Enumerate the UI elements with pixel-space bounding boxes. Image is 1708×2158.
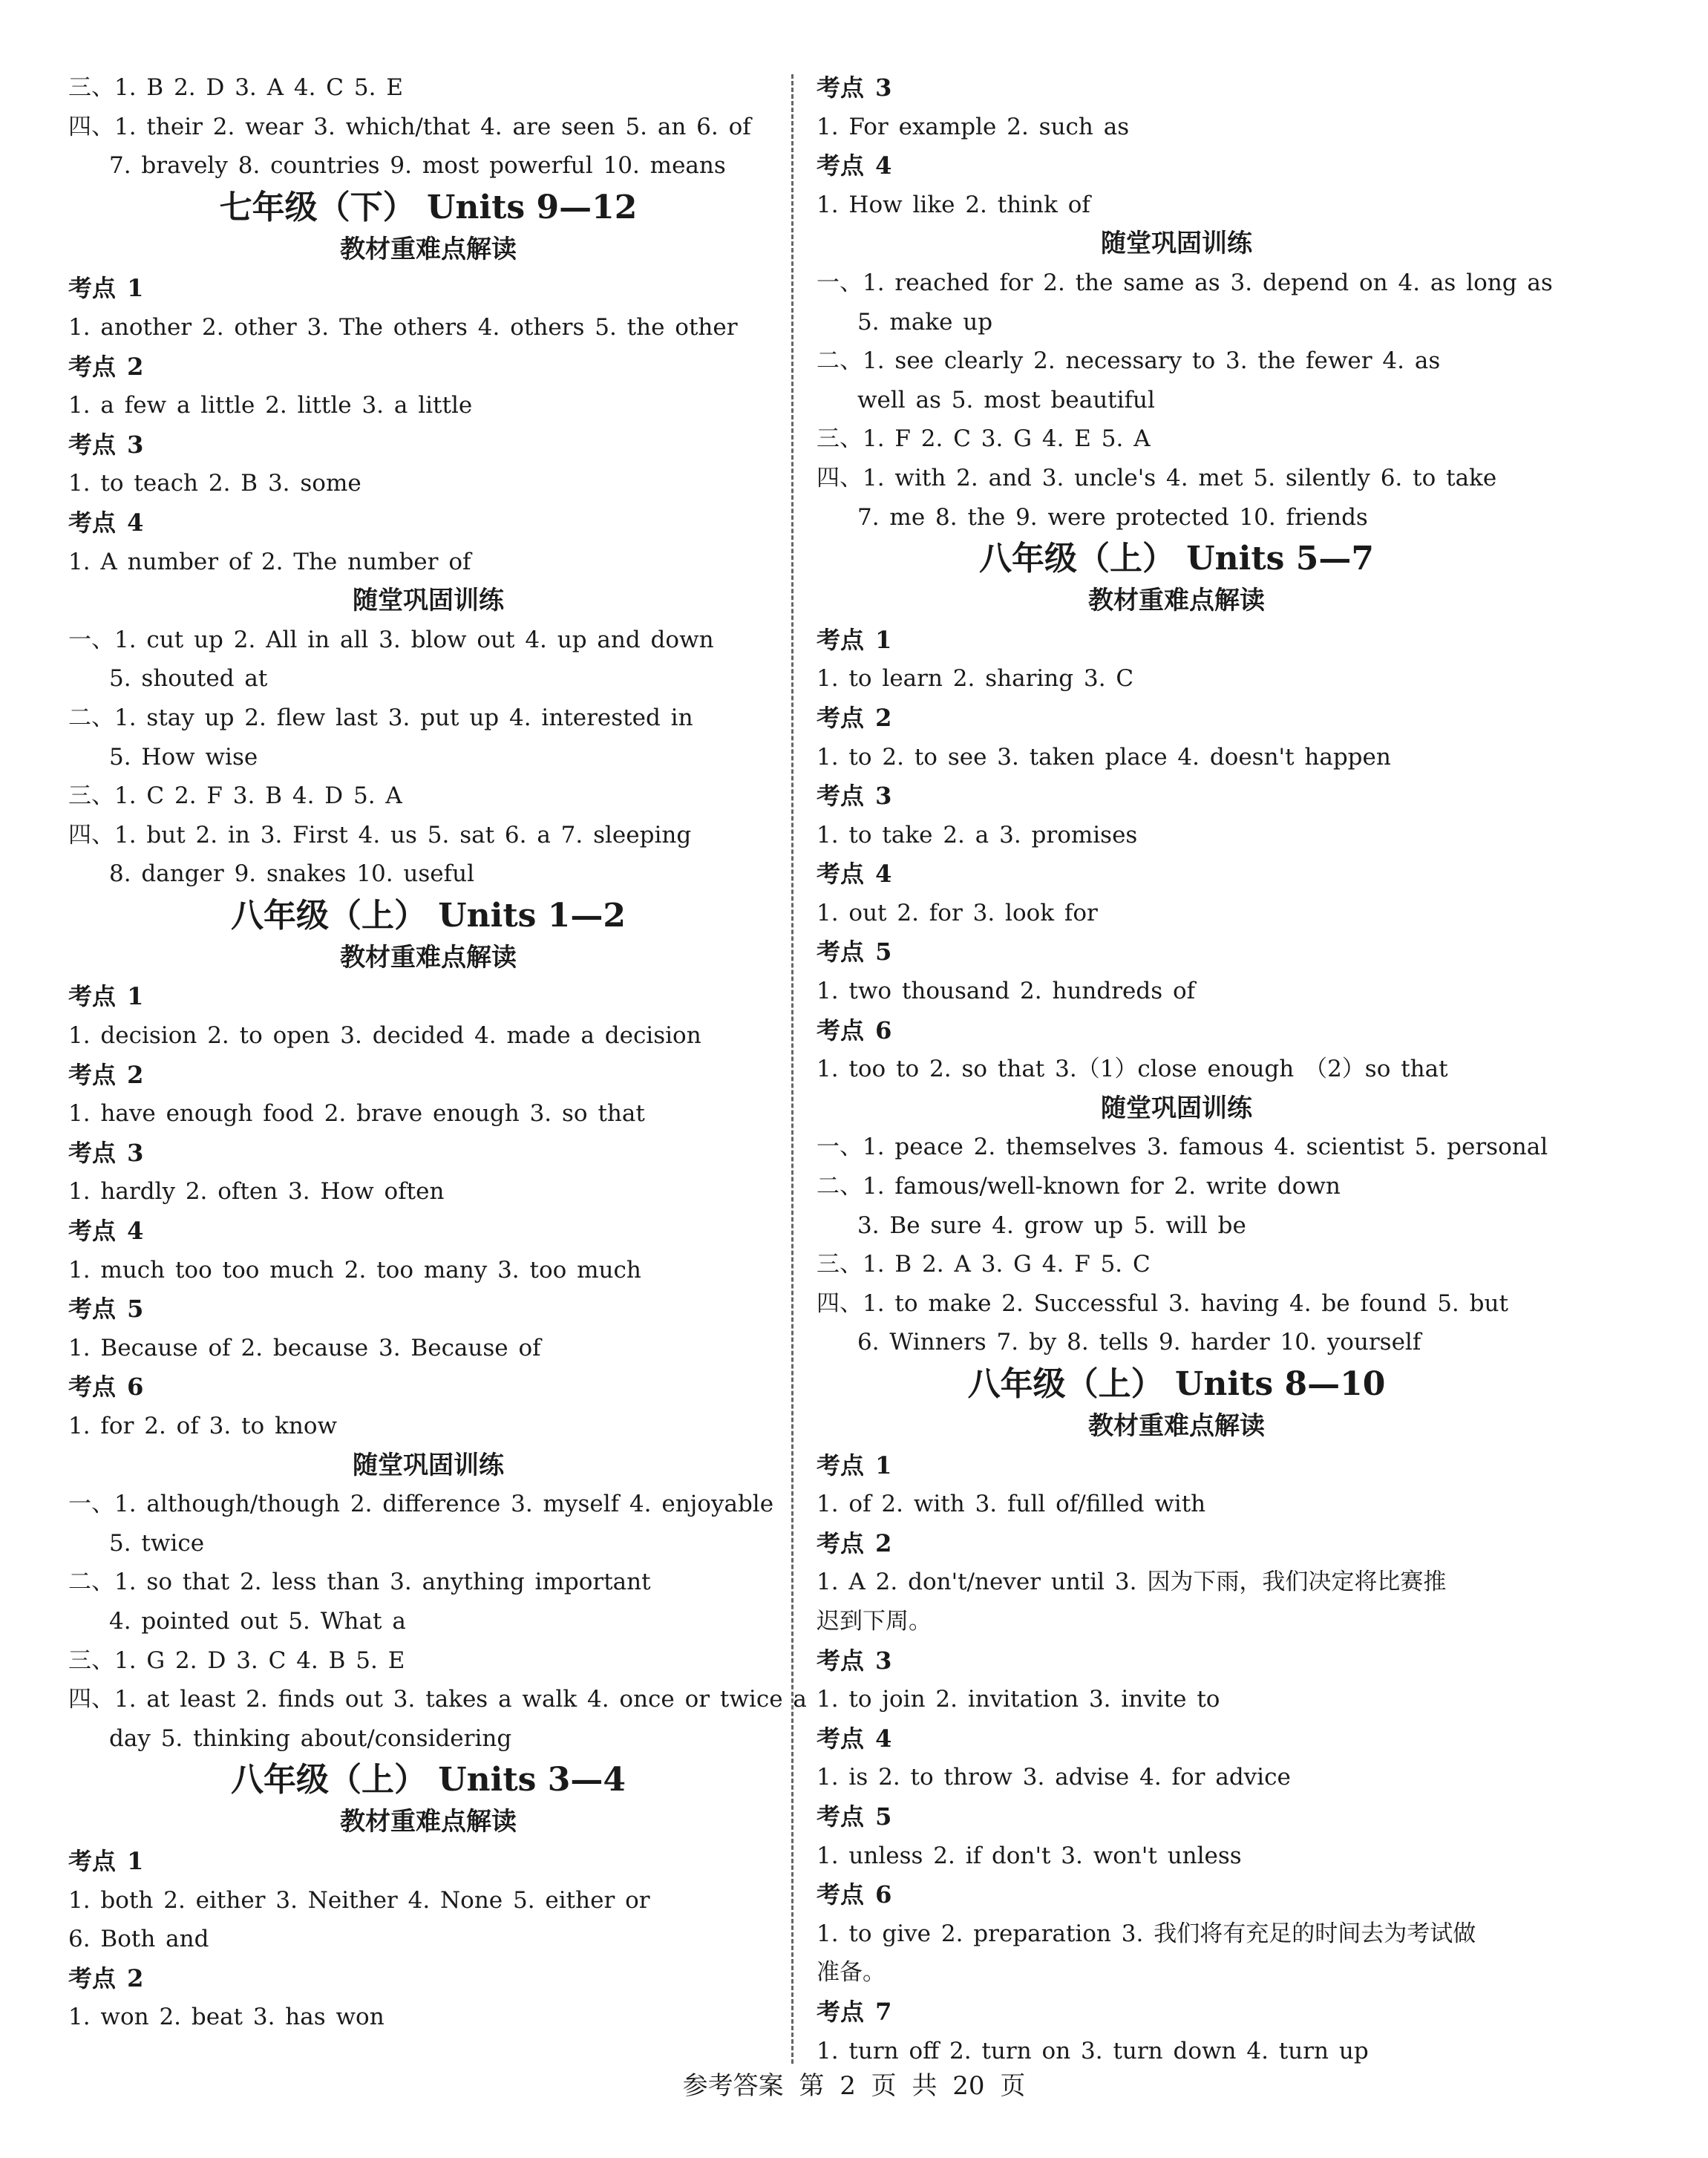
answer-line: 1. a few a little 2. little 3. a little [68,392,473,419]
answer-line: 1. another 2. other 3. The others 4. others 5. the other [68,313,738,341]
answer-line: 1. for 2. of 3. to know [68,1413,338,1439]
answer-line: 四、1. their 2. wear 3. which/that 4. are seen 5. an 6. of [68,113,751,140]
answer-line-continued: 6. Winners 7. by 8. tells 9. harder 10. yourself [857,1329,1421,1356]
answer-line: 三、1. B 2. D 3. A 4. C 5. E [68,74,403,101]
key-point-heading: 考点 3 [817,782,892,811]
answer-line: 1. For example 2. such as [817,113,1130,140]
key-point-heading: 考点 4 [817,1724,892,1753]
answer-line: 四、1. but 2. in 3. First 4. us 5. sat 6. a 7. sleeping [68,821,692,849]
answer-line: 1. How like 2. think of [817,191,1090,218]
answer-line: 准备。 [817,1959,886,1987]
answer-line: 1. too to 2. so that 3.（1）close enough （2）so that [817,1056,1448,1083]
answer-line-continued: well as 5. most beautiful [857,386,1155,413]
section-heading: 教材重难点解读 [1088,1411,1265,1441]
answer-line: 三、1. C 2. F 3. B 4. D 5. A [68,782,402,810]
answer-line: 四、1. at least 2. finds out 3. takes a walk 4. once or twice a [68,1686,807,1713]
answer-line: 1. out 2. for 3. look for [817,899,1098,926]
section-heading: 教材重难点解读 [340,942,517,972]
unit-title: 八年级（上） Units 8—10 [967,1365,1386,1403]
answer-line: 1. turn off 2. turn on 3. turn down 4. turn up [817,2037,1369,2064]
key-point-heading: 考点 3 [68,430,144,459]
answer-line: 1. to teach 2. B 3. some [68,470,361,497]
section-heading: 随堂巩固训练 [1101,229,1252,259]
key-point-heading: 考点 1 [68,982,144,1011]
answer-line: 1. to 2. to see 3. taken place 4. doesn't happen [817,743,1391,771]
answer-line-continued: 7. bravely 8. countries 9. most powerful 10. means [109,152,726,180]
key-point-heading: 考点 2 [817,703,892,732]
answer-line: 1. A 2. don't/never until 3. 因为下雨，我们决定将比赛推 [817,1569,1447,1596]
section-heading: 随堂巩固训练 [353,1450,504,1480]
answer-line: 1. both 2. either 3. Neither 4. None 5. either or [68,1886,650,1914]
key-point-heading: 考点 2 [68,352,144,381]
key-point-heading: 考点 3 [68,1138,144,1167]
section-heading: 教材重难点解读 [1088,586,1265,616]
key-point-heading: 考点 7 [817,1997,892,2026]
answer-line-continued: 8. danger 9. snakes 10. useful [109,860,474,888]
left-column [68,68,807,2037]
key-point-heading: 考点 4 [68,508,144,537]
key-point-heading: 考点 5 [68,1295,144,1324]
key-point-heading: 考点 1 [817,1451,892,1479]
answer-line: 1. to join 2. invitation 3. invite to [817,1686,1220,1713]
unit-title: 八年级（上） Units 1—2 [230,896,626,935]
key-point-heading: 考点 2 [68,1060,144,1089]
answer-line: 四、1. to make 2. Successful 3. having 4. be found 5. but [817,1289,1508,1317]
answer-line: 1. won 2. beat 3. has won [68,2004,385,2031]
answer-line: 二、1. stay up 2. flew last 3. put up 4. interested in [68,704,693,731]
key-point-heading: 考点 6 [817,1880,892,1909]
key-point-heading: 考点 1 [68,274,144,303]
key-point-heading: 考点 2 [68,1964,144,1992]
unit-title: 八年级（上） Units 5—7 [978,540,1375,578]
key-point-heading: 考点 5 [817,1802,892,1831]
answer-line: 1. A number of 2. The number of [68,548,471,575]
answer-line: 1. to learn 2. sharing 3. C [817,665,1134,693]
key-point-heading: 考点 6 [817,1016,892,1044]
key-point-heading: 考点 1 [817,625,892,654]
answer-line: 1. to take 2. a 3. promises [817,821,1138,849]
answer-line: 1. unless 2. if don't 3. won't unless [817,1842,1242,1869]
answer-line: 1. hardly 2. often 3. How often [68,1178,445,1206]
answer-line: 1. two thousand 2. hundreds of [817,978,1196,1005]
section-heading: 教材重难点解读 [340,1807,517,1837]
column-divider [791,74,794,2064]
section-heading: 随堂巩固训练 [1101,1093,1252,1123]
key-point-heading: 考点 2 [817,1528,892,1557]
answer-line: 二、1. see clearly 2. necessary to 3. the fewer 4. as [817,347,1441,375]
answer-line-continued: 4. pointed out 5. What a [109,1607,406,1635]
key-point-heading: 考点 3 [817,1646,892,1675]
key-point-heading: 考点 5 [817,938,892,967]
answer-line: 1. much too too much 2. too many 3. too much [68,1256,641,1284]
right-column [817,68,1553,2070]
answer-line: 1. is 2. to throw 3. advise 4. for advice [817,1764,1291,1791]
answer-line: 三、1. B 2. A 3. G 4. F 5. C [817,1251,1151,1278]
answer-line: 1. decision 2. to open 3. decided 4. made a decision [68,1022,701,1050]
answer-line-continued: 3. Be sure 4. grow up 5. will be [857,1212,1246,1239]
answer-line-continued: 5. How wise [109,743,258,771]
answer-line: 一、1. reached for 2. the same as 3. depend on 4. as long as [817,269,1553,296]
key-point-heading: 考点 4 [68,1217,144,1246]
answer-line: 一、1. cut up 2. All in all 3. blow out 4. up and down [68,626,714,653]
key-point-heading: 考点 6 [68,1373,144,1402]
unit-title: 八年级（上） Units 3—4 [230,1761,626,1799]
answer-line-continued: 7. me 8. the 9. were protected 10. friends [857,503,1368,531]
page-footer: 参考答案 第 2 页 共 20 页 [682,2071,1026,2101]
unit-title: 七年级（下） Units 9—12 [219,188,638,226]
answer-line: 二、1. famous/well-known for 2. write down [817,1173,1341,1200]
answer-line-continued: 5. shouted at [109,665,268,693]
key-point-heading: 考点 4 [817,860,892,889]
answer-line: 6. Both and [68,1926,209,1953]
answer-line: 一、1. although/though 2. difference 3. myself 4. enjoyable [68,1491,774,1518]
answer-line: 1. of 2. with 3. full of/filled with [817,1491,1206,1518]
answer-line-continued: day 5. thinking about/considering [109,1724,512,1752]
answer-line-continued: 5. make up [857,308,993,336]
key-point-heading: 考点 1 [68,1846,144,1875]
key-point-heading: 考点 4 [817,151,892,180]
answer-line: 三、1. G 2. D 3. C 4. B 5. E [68,1647,405,1674]
section-heading: 教材重难点解读 [340,234,517,264]
answer-line: 1. Because of 2. because 3. Because of [68,1334,541,1361]
answer-line: 二、1. so that 2. less than 3. anything important [68,1569,651,1596]
key-point-heading: 考点 3 [817,73,892,102]
answer-line: 一、1. peace 2. themselves 3. famous 4. scientist 5. personal [817,1134,1548,1161]
answer-line: 四、1. with 2. and 3. uncle's 4. met 5. silently 6. to take [817,464,1497,491]
answer-line-continued: 5. twice [109,1529,205,1557]
answer-line: 1. to give 2. preparation 3. 我们将有充足的时间去为考试做 [817,1920,1476,1947]
section-heading: 随堂巩固训练 [353,586,504,616]
answer-line: 迟到下周。 [817,1607,932,1635]
answer-line: 三、1. F 2. C 3. G 4. E 5. A [817,425,1151,453]
answer-line: 1. have enough food 2. brave enough 3. so that [68,1100,645,1128]
